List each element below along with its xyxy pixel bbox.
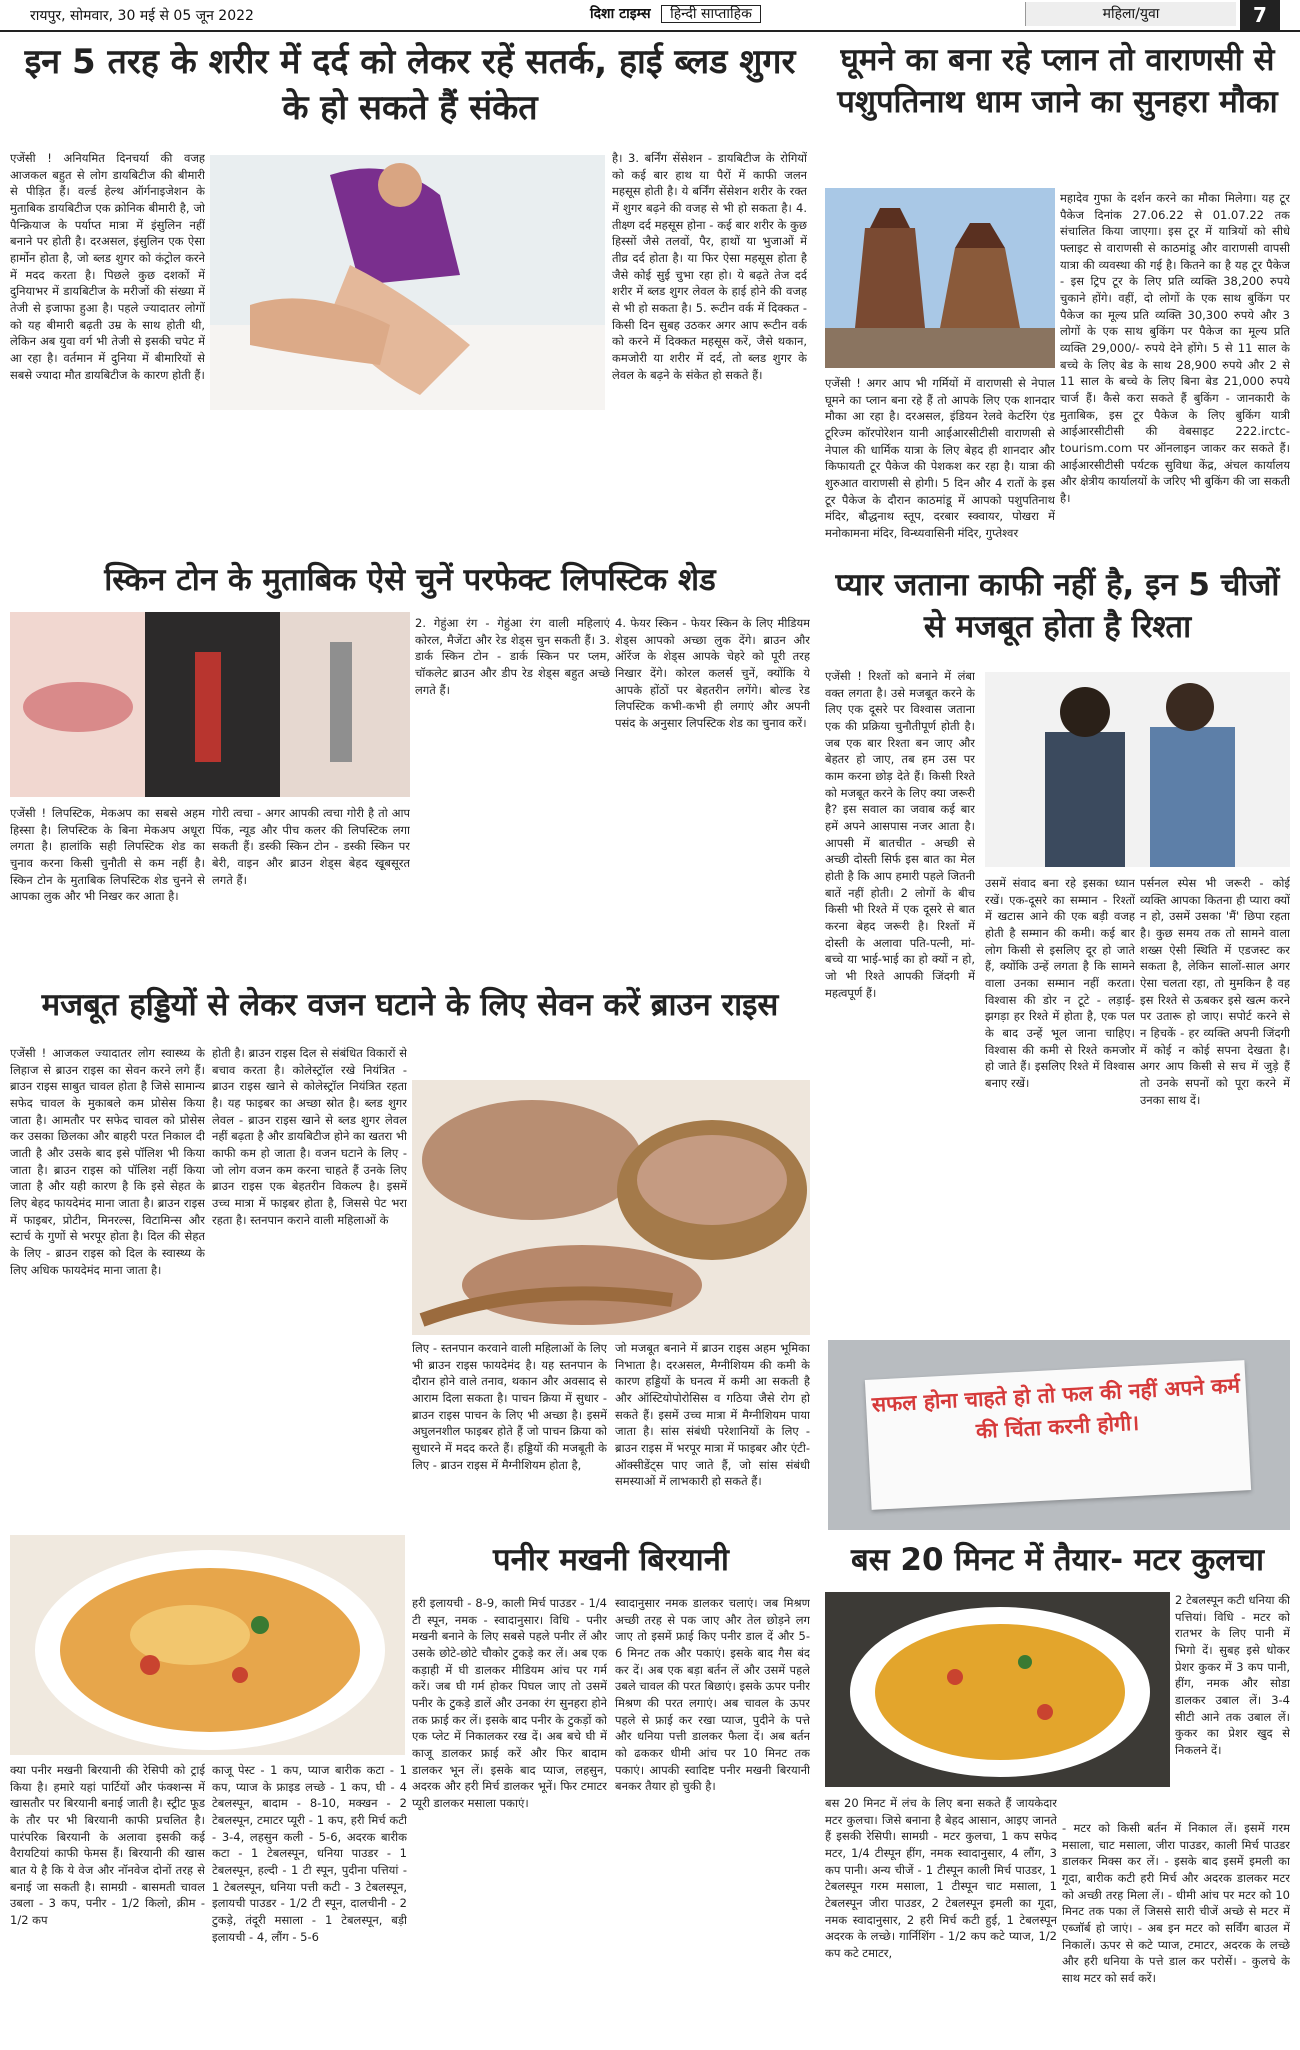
pain-col-1: एजेंसी ! अनियमित दिनचर्या की वजह आजकल बहुत से लोग डायबिटीज की बीमारी से पीड़ित हैं। वर्ल्ड हेल्थ ऑर्गनाइजेशन के मुताबिक डायबिटीज एक क्रोनिक बीमारी है, जो पैन्क्रियाज के पर्याप्त मात्रा में इंसुलिन नहीं बनाने पर होती है। दरअसल, इंसुलिन एक ऐसा हार्मोन होता है, जो ब्लड शुगर को कंट्रोल करने में मदद करता है। पिछले कुछ दशकों में दुनियाभर में डायबिटीज के मरीजों की संख्या में तेजी से इजाफा हुआ है। पहले ज्यादातर लोगों को यह बीमारी बढ़ती उम्र के साथ होती थी, लेकिन अब युवा वर्ग भी तेजी से इसकी चपेट में आ रहा है। वर्तमान में दुनिया में बीमारियों से सबसे ज्यादा मौत डायबिटीज के कारण होती हैं। bbox=[10, 151, 205, 382]
biryani-col-2: काजू पेस्ट - 1 कप, प्याज बारीक कटा - 1 कप, प्याज के फ्राइड लच्छे - 1 कप, घी - 4 टेबलस्पून, बादाम - 8-10, मक्खन - 2 टेबलस्पून, टमाटर प्यूरी - 1 कप, हरी मिर्च कटी - 3-4, लहसुन कली - 5-6, अदरक बारीक कटा - 1 टेबलस्पून, धनिया पाउडर - 1 टेबलस्पून, हल्दी - 1 टी स्पून, पुदीना पत्तियां - 1 टेबलस्पून, धनिया पत्ती कटी - 3 टेबलस्पून, इलायची पाउडर - 1/2 टी स्पून, दालचीनी - 2 टुकड़े, तंदूरी मसाला - 1 टेबलस्पून, बड़ी इलायची - 4, लौंग - 5-6 bbox=[212, 1763, 407, 1944]
temple-photo bbox=[825, 188, 1055, 368]
biryani-col-4: स्वादानुसार नमक डालकर चलाएं। जब मिश्रण अच्छी तरह से पक जाए और तेल छोड़ने लग जाए तो इसमें फ्राई किए पनीर डाल दें और 5-6 मिनट तक और पकाएं। इसके बाद गैस बंद कर दें। अब एक बड़ा बर्तन लें और उसमें पहले उबले चावल की परत बिछाएं। इसके ऊपर पनीर मिश्रण की परत लगाएं। अब चावल के ऊपर पहले से फ्राई कर रखा प्याज, पुदीने के पत्ते और धनिया पत्ती डालकर फैला दें। अब बर्तन को ढककर धीमी आंच पर 10 मिनट तक पकाएं। आपकी स्वादिष्ट पनीर मखनी बिरयानी बनकर तैयार हो चुकी है। bbox=[615, 1596, 810, 1794]
lipstick-photo bbox=[10, 612, 410, 797]
lipstick-col-2: गोरी त्वचा - अगर आपकी त्वचा गोरी है तो आप पिंक, न्यूड और पीच कलर की लिपस्टिक लगा सकती हैं। डस्की स्किन टोन - डस्की स्किन पर बेरी, वाइन और ब्राउन शेड्स बेहद खूबसूरत लगते हैं। bbox=[212, 806, 410, 887]
varanasi-col-bottom: एजेंसी ! अगर आप भी गर्मियों में वाराणसी से नेपाल घूमने का प्लान बना रहे हैं तो आपके लिए एक शानदार मौका आ रहा है। दरअसल, इंडियन रेलवे केटरिंग एंड टूरिज्म कॉरपोरेशन यानी आईआरसीटीसी वाराणसी से नेपाल की धार्मिक यात्रा के लिए बेहद ही शानदार और किफायती टूर पैकेज की पेशकश कर रहा है। यात्रा की शुरुआत वाराणसी से होगी। 5 दिन और 4 रातों के इस टूर पैकेज के दौरान काठमांडू में आपको पशुपतिनाथ मंदिर, बौद्धनाथ स्तूप, दरबार स्क्वायर, पोखरा में मनोकामना मंदिर, विन्ध्यवासिनी मंदिर, गुप्तेश्वर bbox=[825, 376, 1055, 541]
biryani-headline: पनीर मखनी बिरयानी bbox=[493, 1542, 729, 1578]
lipstick-col-4: 4. फेयर स्किन - फेयर स्किन के लिए मीडियम शेड्स आपको अच्छा लुक देंगे। ब्राउन और ऑरेंज के शेड्स आपके चेहरे को पूरी तरह निखार देंगे। कोरल कलर्स चुनें, क्योंकि ये आपके होंठों पर बेहतरीन लगेंगे। बोल्ड रेड लिपस्टिक कभी-कभी ही लगाएं और अपनी पसंद के अनुसार लिपस्टिक शेड का चुनाव करें। bbox=[615, 616, 810, 731]
paper-type: हिन्दी साप्ताहिक bbox=[661, 5, 761, 23]
lipstick-headline: स्किन टोन के मुताबिक ऐसे चुनें परफेक्ट लिपस्टिक शेड bbox=[104, 562, 716, 598]
rice-col-3: लिए - स्तनपान करवाने वाली महिलाओं के लिए भी ब्राउन राइस फायदेमंद है। यह स्तनपान के दौरान होने वाले तनाव, थकान और अवसाद से आराम दिला सकता है। पाचन क्रिया में सुधार - ब्राउन राइस पाचन के लिए भी अच्छा है। इसमें अघुलनशील फाइबर होते हैं जो पाचन क्रिया को सुधारने में मदद करते हैं। हड्डियों की मजबूती के लिए - ब्राउन राइस में मैग्नीशियम होता है, bbox=[412, 1341, 607, 1472]
rice-col-2: होती है। ब्राउन राइस दिल से संबंधित विकारों से बचाव करता है। कोलेस्ट्रॉल रखे नियंत्रित - ब्राउन राइस खाने से कोलेस्ट्रॉल नियंत्रित रहता है। यह फाइबर का अच्छा स्रोत है। ब्लड शुगर लेवल - ब्राउन राइस खाने से ब्लड शुगर लेवल नहीं बढ़ता है और डायबिटीज होने का खतरा भी काफी कम हो जाता है। वजन घटाने के लिए - जो लोग वजन कम करना चाहते हैं उनके लिए ब्राउन राइस एक बेहतरीन विकल्प है। इसमें उच्च मात्रा में फाइबर होता है, जिससे पेट भरा रहता है। स्तनपान कराने वाली महिलाओं के bbox=[212, 1046, 407, 1227]
quote-text: सफल होना चाहते हो तो फल की नहीं अपने कर्म की चिंता करनी होगी। bbox=[865, 1360, 1251, 1510]
rice-col-4: जो मजबूत बनाने में ब्राउन राइस अहम भूमिका निभाता है। दरअसल, मैग्नीशियम की कमी के कारण हड्डियों के घनत्व में कमी आ सकती है और ऑस्टियोपोरोसिस व गठिया जैसे रोग हो सकते हैं। इसमें उच्च मात्रा में मैग्नीशियम पाया जाता है। सांस संबंधी परेशानियों के लिए - ब्राउन राइस में भरपूर मात्रा में फाइबर और एंटी-ऑक्सीडेंट्स पाए जाते हैं, जो सांस संबंधी समस्याओं में लाभकारी हो सकते हैं। bbox=[615, 1341, 810, 1489]
paper-name: दिशा टाइम्स हिन्दी साप्ताहिक bbox=[590, 4, 761, 23]
relationship-col-1: एजेंसी ! रिश्तों को बनाने में लंबा वक्त लगता है। उसे मजबूत करने के लिए एक दूसरे पर विश्वास जताना एक की प्रक्रिया चुनौतीपूर्ण होती है। जब एक बार रिश्ता बन जाए और बेहतर हो जाए, तब हम उस पर काम करना छोड़ देते हैं। किसी रिश्ते को मजबूत करने के लिए क्या जरूरी है? इस सवाल का जवाब कई बार हमें अपने आसपास नजर आता है। आपसी में बातचीत - अच्छी से अच्छी दोस्ती सिर्फ इस बात का मेल होती है कि आप हमारी पहले जितनी बातें नहीं होती। 2 लोगों के बीच किसी भी रिश्ते में एक दूसरे से बात करना बेहद जरूरी है। रिश्तों में दोस्ती के अलावा पति-पत्नी, मां-बच्चे या भाई-भाई का हो क्यों न हो, जो भी रिश्ते आपकी जिंदगी में महत्वपूर्ण हैं। bbox=[825, 669, 975, 1000]
varanasi-headline: घूमने का बना रहे प्लान तो वाराणसी से पशुपतिनाथ धाम जाने का सुनहरा मौका bbox=[837, 42, 1278, 120]
biryani-col-1: क्या पनीर मखनी बिरयानी की रेसिपी को ट्राई किया है। हमारे यहां पार्टियों और फंक्शन्स में खासतौर पर बिरयानी बनाई जाती है। स्ट्रीट फूड के तौर पर भी बिरयानी काफी प्रचलित है। पारंपरिक बिरयानी के अलावा इसकी कई वैरायटियां काफी फेमस हैं। बिरयानी की खास बात ये है कि ये वेज और नॉनवेज दोनों तरह से बनाई जा सकती है। सामग्री - बासमती चावल उबला - 3 कप, पनीर - 1/2 किलो, क्रीम - 1/2 कप bbox=[10, 1763, 205, 1928]
kulcha-col-right: 2 टेबलस्पून कटी धनिया की पत्तियां। विधि - मटर को रातभर के लिए पानी में भिगो दें। सुबह इसे धोकर प्रेशर कुकर में 3 कप पानी, हींग, नमक और सोडा डालकर उबाल लें। 3-4 सीटी आने तक उबाल लें। कुकर का प्रेशर खुद से निकलने दें। bbox=[1175, 1593, 1290, 1758]
relationship-col-3: पर्सनल स्पेस भी जरूरी - कोई व्यक्ति आपका कितना ही प्यारा क्यों न हो, उसमें उसका 'मैं' छिपा रहता है। कुछ समय तक तो सामने वाला शख्स ऐसी स्थिति में एडजस्ट कर सकता है, लेकिन सालों-साल अगर ऐसा चलता रहा, तो मुमकिन है वह इस रिश्ते से ऊबकर इसे खत्म करने पर उतारू हो जाए। सपोर्ट करने से न हिचकें - हर व्यक्ति अपनी जिंदगी में कोई न कोई सपना देखता है। अगर आप किसी से सच में जुड़े हैं तो उनके सपनों को पूरा करने में उनका साथ दें। bbox=[1140, 876, 1290, 1107]
varanasi-col-right: महादेव गुफा के दर्शन करने का मौका मिलेगा। यह टूर पैकेज दिनांक 27.06.22 से 01.07.22 तक संचालित किया जाएगा। इस टूर में यात्रियों को सीधे फ्लाइट से वाराणसी से काठमांडू और वाराणसी वापसी यात्रा की व्यवस्था की गई है। कितने का है यह टूर पैकेज - इस ट्रिप टूर के लिए प्रति व्यक्ति 38,200 रुपये चुकाने होंगे। वहीं, दो लोगों के एक साथ बुकिंग पर पैकेज का मूल्य प्रति व्यक्ति 30,300 रुपये और 3 लोगों के एक साथ बुकिंग पर पैकेज का मूल्य प्रति व्यक्ति 29,000/- रुपये देने होंगे। 5 से 11 साल के बच्चे के लिए बेड के साथ 28,900 रुपये और 2 से 11 साल के बच्चे के लिए बिना बेड 21,000 रुपये चार्ज हैं। कैसे करा सकते हैं बुकिंग - जानकारी के मुताबिक, इस टूर पैकेज के लिए बुकिंग यात्री आईआरसीटीसी की वेबसाइट 222.irctc-tourism.com पर ऑनलाइन जाकर कर सकते हैं। आईआरसीटीसी पर्यटक सुविधा केंद्र, अंचल कार्यालय और क्षेत्रीय कार्यालयों के जरिए भी बुकिंग की जा सकती है। bbox=[1060, 191, 1290, 506]
kulcha-col-bottom-right: - मटर को किसी बर्तन में निकाल लें। इसमें गरम मसाला, चाट मसाला, जीरा पाउडर, काली मिर्च पाउडर डालकर मिक्स कर लें। - इसके बाद इसमें इमली का गूदा, बारीक कटी हरी मिर्च और अदरक डालकर मटर को अच्छी तरह मिला लें। - धीमी आंच पर मटर को 10 मिनट तक पका लें जिससे सारी चीजें अच्छे से मटर में एब्जॉर्ब हो जाएं। - अब इन मटर को सर्विंग बाउल में निकालें। ऊपर से कटे प्याज, टमाटर, अदरक के लच्छे और हरी धनिया के पत्ते डाल कर परोसें। - कुलचे के साथ मटर को सर्व करें। bbox=[1062, 1821, 1290, 1986]
lipstick-col-1: एजेंसी ! लिपस्टिक, मेकअप का सबसे अहम हिस्सा है। लिपस्टिक के बिना मेकअप अधूरा लगता है। हालांकि सही लिपस्टिक शेड का चुनाव करना किसी चुनौती से कम नहीं है। स्किन टोन के मुताबिक लिपस्टिक शेड चुनने से आपका लुक और भी निखर कर आता है। bbox=[10, 806, 205, 904]
quote-box bbox=[828, 1340, 1290, 1530]
rice-col-1: एजेंसी ! आजकल ज्यादातर लोग स्वास्थ्य के लिहाज से ब्राउन राइस का सेवन करने लगे हैं। ब्राउन राइस साबुत चावल होता है जिसे सामान्य सफेद चावल के मुकाबले कम प्रोसेस किया जाता है। आमतौर पर सफेद चावल को प्रोसेस कर उसका छिलका और बाहरी परत निकाल दी जाती है और उसके बाद इसे पॉलिश भी किया जाता है। ब्राउन राइस को पॉलिश नहीं किया जाता है और यही कारण है कि इसे सेहत के लिए बेहद फायदेमंद माना जाता है। ब्राउन राइस में फाइबर, प्रोटीन, मिनरल्स, विटामिन्स और स्टार्च के गुणों से भरपूर होता है। दिल की सेहत के लिए - ब्राउन राइस को दिल के स्वास्थ्य के लिए अधिक फायदेमंद माना जाता है। bbox=[10, 1046, 205, 1277]
relationship-headline: प्यार जताना काफी नहीं है, इन 5 चीजों से मजबूत होता है रिश्ता bbox=[835, 567, 1280, 645]
page-number: 7 bbox=[1240, 0, 1280, 30]
biryani-photo bbox=[10, 1535, 405, 1755]
biryani-col-3: हरी इलायची - 8-9, काली मिर्च पाउडर - 1/4 टी स्पून, नमक - स्वादानुसार। विधि - पनीर मखनी बनाने के लिए सबसे पहले पनीर लें और उसके छोटे-छोटे चौकोर टुकड़े कर लें। अब एक कड़ाही में घी डालकर मीडियम आंच पर गर्म करें। जब घी गर्म होकर पिघल जाए तो उसमें पनीर के टुकड़े डालें और उनका रंग सुनहरा होने तक फ्राई कर लें। इसके बाद पनीर के टुकड़ों को एक प्लेट में निकालकर रख दें। अब बचे घी में काजू डालकर फ्राई करें और फिर बादाम डालकर भून लें। इसके बाद प्याज, लहसुन, अदरक और हरी मिर्च डालकर भूनें। फिर टमाटर प्यूरी डालकर मसाला पकाएं। bbox=[412, 1596, 607, 1811]
relationship-col-2: उसमें संवाद बना रहे इसका ध्यान रखें। एक-दूसरे का सम्मान - रिश्तों में खटास आने की एक बड़ी वजह होती है सम्मान की कमी। कई बार लोग किसी से इसलिए दूर हो जाते हैं, क्योंकि उन्हें लगता है कि सामने वाला उनका सम्मान नहीं करता। विश्वास की डोर न टूटे - लड़ाई-झगड़ा हर रिश्ते में होता है, एक पल के बाद उन्हें भूल जाना चाहिए। विश्वास की कमी से रिश्ते कमजोर हो जाते हैं। इसलिए रिश्ते में विश्वास बनाए रखें। bbox=[985, 876, 1135, 1091]
lipstick-col-3: 2. गेहुंआ रंग - गेहुंआ रंग वाली महिलाएं कोरल, मैजेंटा और रेड शेड्स चुन सकती हैं। 3. डार्क स्किन टोन - डार्क स्किन पर प्लम, चॉकलेट ब्राउन और डीप रेड शेड्स बहुत अच्छे लगते हैं। bbox=[415, 616, 610, 697]
pain-headline: इन 5 तरह के शरीर में दर्द को लेकर रहें सतर्क, हाई ब्लड शुगर के हो सकते हैं संकेत bbox=[24, 42, 796, 128]
rice-headline: मजबूत हड्डियों से लेकर वजन घटाने के लिए सेवन करें ब्राउन राइस bbox=[41, 987, 779, 1023]
kulcha-headline: बस 20 मिनट में तैयार- मटर कुलचा bbox=[850, 1542, 1265, 1578]
couple-photo bbox=[985, 672, 1290, 867]
pain-col-3: है। 3. बर्निंग सेंसेशन - डायबिटीज के रोगियों को कई बार हाथ या पैरों में काफी जलन महसूस होती है। ये बर्निंग सेंसेशन शरीर के रक्त में शुगर बढ़ने की वजह से भी हो सकता है। 4. तीक्ष्ण दर्द महसूस होना - कई बार शरीर के कुछ हिस्सों जैसे तलवों, पैर, हाथों या भुजाओं में तीव्र दर्द होता है। या फिर ऐसा महसूस होता है जैसे कोई सुई चुभा रहा हो। ये बढ़ते तेज दर्द शरीर में ब्लड शुगर लेवल के हाई होने की वजह से भी हो सकता है। 5. रूटीन वर्क में दिक्कत - किसी दिन सुबह उठकर अगर आप रूटीन वर्क को करने में दिक्कत महसूस करें, जैसे थकान, कमजोरी या शरीर में दर्द, तो ब्लड शुगर के लेवल के बढ़ने के संकेत हो सकते हैं। bbox=[612, 151, 807, 382]
pain-photo bbox=[210, 155, 605, 410]
kulcha-photo bbox=[825, 1592, 1170, 1787]
kulcha-col-bottom-left: बस 20 मिनट में लंच के लिए बना सकते हैं जायकेदार मटर कुलचा। जिसे बनाना है बेहद आसान, आइए जानते हैं इसकी रेसिपी। सामग्री - मटर कुलचा, 1 कप सफेद मटर, 1/4 टीस्पून हींग, नमक स्वादानुसार, 4 लौंग, 3 कप पानी। अन्य चीजें - 1 टीस्पून काली मिर्च पाउडर, 1 टेबलस्पून गरम मसाला, 1 टीस्पून चाट मसाला, 1 टेबलस्पून जीरा पाउडर, 2 टेबलस्पून इमली का गूदा, नमक स्वादानुसार, 2 हरी मिर्च कटी हुई, 1 टेबलस्पून अदरक के लच्छे। गार्निशिंग - 1/2 कप कटे प्याज, 1/2 कप कटे टमाटर, bbox=[825, 1796, 1057, 1961]
rice-photo bbox=[412, 1080, 810, 1335]
issue-date: रायपुर, सोमवार, 30 मई से 05 जून 2022 bbox=[30, 8, 254, 24]
section-label: महिला/युवा bbox=[1025, 2, 1236, 26]
masthead bbox=[0, 0, 1300, 32]
